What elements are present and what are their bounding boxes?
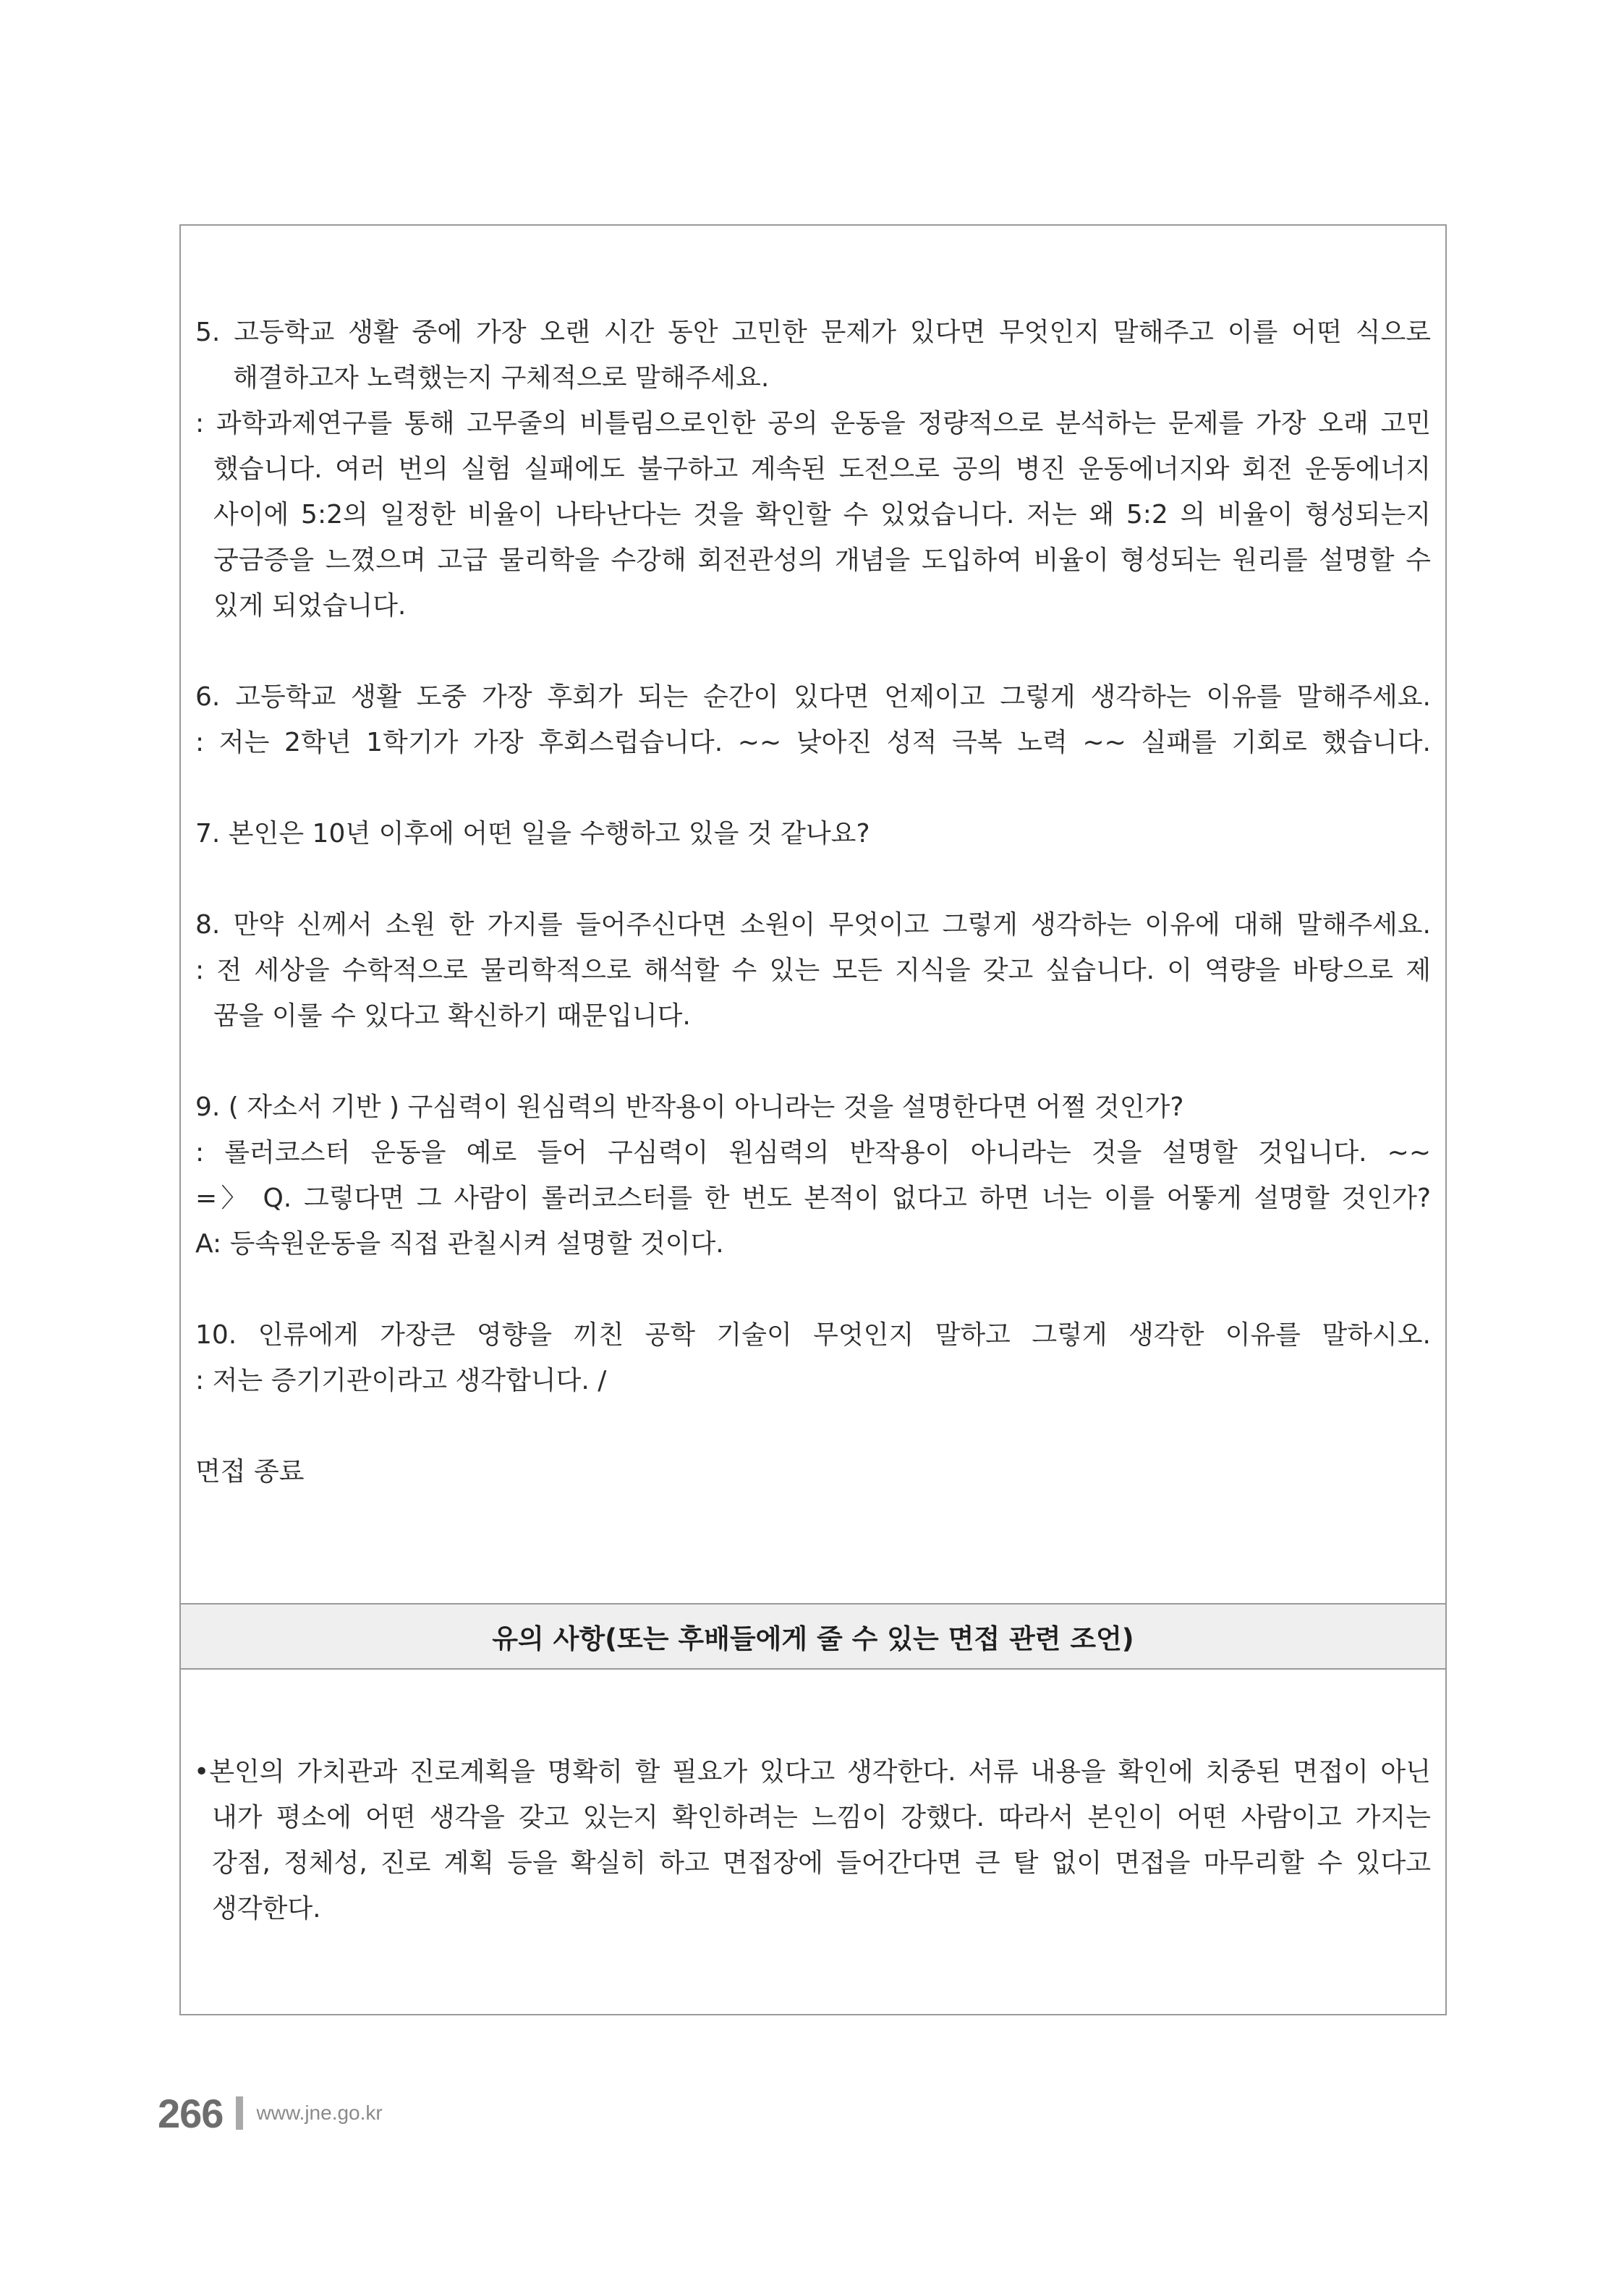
follow-up-answer-9: A: 등속원운동을 직접 관칠시켜 설명할 것이다. [195,1229,724,1259]
notes-content [194,1749,1431,1931]
qa-content [195,310,1431,1495]
question-8: 8. 만약 신께서 소원 한 가지를 들어주신다면 소원이 무엇이고 그렇게 생각하는 이유에 대해 말해주세요. [195,910,1431,940]
question-5: 5. 고등학교 생활 중에 가장 오랜 시간 동안 고민한 문제가 있다면 무엇인지 말해주고 이를 어떤 식으로 [195,318,1431,347]
page-number: 266 [158,2090,224,2136]
answer-6: : 저는 2학년 1학기가 가장 후회스럽습니다. ~~ 낮아진 성적 극복 노력 ~~ 실패를 기회로 했습니다. [195,728,1431,757]
page-footer [158,2088,383,2138]
question-10: 10. 인류에게 가장큰 영향을 끼친 공학 기술이 무엇인지 말하고 그렇게 생각한 이유를 말하시오. [195,1320,1431,1350]
answer-8: : 전 세상을 수학적으로 물리학적으로 해석할 수 있는 모든 지식을 갖고 싶습니다. 이 역량을 바탕으로 제 [195,956,1431,985]
answer-9: : 롤러코스터 운동을 예로 들어 구심력이 원심력의 반작용이 아니라는 것을 설명할 것입니다. ~~ [195,1138,1431,1168]
question-5-cont: 해결하고자 노력했는지 구체적으로 말해주세요. [233,363,770,393]
interview-qa-section [181,226,1445,1603]
interview-table [179,224,1447,2015]
answer-8-cont: 꿈을 이룰 수 있다고 확신하기 때문입니다. [213,1001,691,1031]
answer-10: : 저는 증기기관이라고 생각합니다. / [195,1366,607,1395]
footer-divider [236,2096,243,2130]
notes-header: 유의 사항(또는 후배들에게 줄 수 있는 면접 관련 조언) [181,1603,1445,1670]
interview-end: 면접 종료 [195,1457,305,1487]
footer-url: www.jne.go.kr [256,2101,383,2124]
answer-5-cont: 있게 되었습니다. [213,591,407,621]
note-line: 생각한다. [212,1894,321,1924]
answer-5: : 과학과제연구를 통해 고무줄의 비틀림으로인한 공의 운동을 정량적으로 분석하는 문제를 가장 오래 고민 [195,409,1431,438]
notes-section [181,1670,1445,2014]
answer-5-cont: 했습니다. 여러 번의 실험 실패에도 불구하고 계속된 도전으로 공의 병진 운동에너지와 회전 운동에너지 [213,454,1431,484]
answer-5-cont: 궁금증을 느꼈으며 고급 물리학을 수강해 회전관성의 개념을 도입하여 비율이 형성되는 원리를 설명할 수 [213,545,1431,575]
question-6: 6. 고등학교 생활 도중 가장 후회가 되는 순간이 있다면 언제이고 그렇게 생각하는 이유를 말해주세요. [195,682,1431,712]
note-line: •본인의 가치관과 진로계획을 명확히 할 필요가 있다고 생각한다. 서류 내용을 확인에 치중된 면접이 아닌 [194,1757,1431,1787]
follow-up-question-9: =〉 Q. 그렇다면 그 사람이 롤러코스터를 한 번도 본적이 없다고 하면 너는 이를 어뚷게 설명할 것인가? [195,1183,1431,1213]
answer-5-cont: 사이에 5:2의 일정한 비율이 나타난다는 것을 확인할 수 있었습니다. 저는 왜 5:2 의 비율이 형성되는지 [213,500,1431,530]
question-9: 9. ( 자소서 기반 ) 구심력이 원심력의 반작용이 아니라는 것을 설명한다면 어쩔 것인가? [195,1092,1184,1122]
note-line: 강점, 정체성, 진로 계획 등을 확실히 하고 면접장에 들어간다면 큰 탈 없이 면접을 마무리할 수 있다고 [212,1848,1431,1878]
question-7: 7. 본인은 10년 이후에 어떤 일을 수행하고 있을 것 같나요? [195,819,870,849]
note-line: 내가 평소에 어떤 생각을 갖고 있는지 확인하려는 느낌이 강했다. 따라서 본인이 어떤 사람이고 가지는 [212,1803,1431,1832]
